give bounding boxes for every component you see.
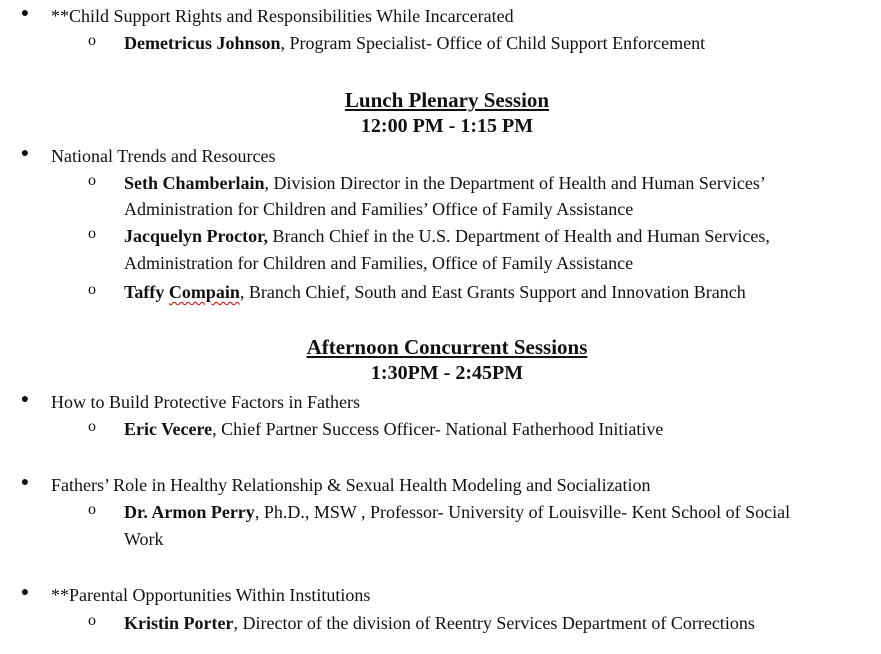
speaker-name: Seth Chamberlain [124,173,265,193]
speaker-first-name: Taffy [124,282,169,302]
speaker-entry [124,612,755,634]
speaker-name: Dr. Armon Perry [124,502,255,522]
bullet-icon: ● [20,392,30,407]
speaker-entry [124,172,766,194]
speaker-description: , Chief Partner Success Officer- National Fatherhood Initiative [212,419,664,439]
speaker-description: , Director of the division of Reentry Services Department of Corrections [233,613,755,633]
section-title [0,88,881,113]
sub-bullet-icon: o [88,225,96,242]
session-topic: National Trends and Resources [51,146,276,166]
speaker-entry [124,501,790,523]
section-title-text: Lunch Plenary Session [344,88,550,112]
session-topic: How to Build Protective Factors in Fathers [51,392,360,412]
speaker-entry [124,32,705,54]
section-time: 1:30PM - 2:45PM [370,362,524,384]
speaker-entry [124,225,770,247]
session-topic: **Parental Opportunities Within Institutions [51,585,371,605]
sub-bullet-icon: o [88,501,96,518]
speaker-description-cont: Administration for Children and Families, Office of Family Assistance [124,253,634,273]
sub-bullet-icon: o [88,172,96,189]
speaker-description: , Branch Chief, South and East Grants Support and Innovation Branch [239,282,746,302]
speaker-name: Demetricus Johnson [124,33,281,53]
section-time: 12:00 PM - 1:15 PM [360,115,534,137]
speaker-description-cont: Administration for Children and Families’ Office of Family Assistance [124,199,634,219]
sub-bullet-icon: o [88,281,96,298]
speaker-name: Eric Vecere [124,419,213,439]
speaker-name: Jacquelyn Proctor, [124,226,268,246]
sub-bullet-icon: o [88,612,96,629]
session-topic: **Child Support Rights and Responsibilities While Incarcerated [51,6,514,26]
speaker-name [124,282,240,302]
speaker-entry [124,281,746,303]
session-topic: Fathers’ Role in Healthy Relationship & Sexual Health Modeling and Socialization [51,475,651,495]
bullet-icon: ● [20,146,30,161]
sub-bullet-icon: o [88,32,96,49]
bullet-icon: ● [20,6,30,21]
sub-bullet-icon: o [88,418,96,435]
speaker-entry [124,418,663,440]
speaker-description: , Division Director in the Department of Health and Human Services’ [264,173,766,193]
bullet-icon: ● [20,585,30,600]
section-title-text: Afternoon Concurrent Sessions [306,335,588,359]
speaker-name: Kristin Porter [124,613,234,633]
speaker-description: , Program Specialist- Office of Child Support Enforcement [280,33,706,53]
speaker-description: Branch Chief in the U.S. Department of Health and Human Services, [268,226,770,246]
speaker-last-name: Compain [168,282,240,302]
bullet-icon: ● [20,475,30,490]
speaker-description: , Ph.D., MSW , Professor- University of Louisville- Kent School of Social [254,502,791,522]
section-title [0,335,881,360]
speaker-description-cont: Work [124,529,164,549]
